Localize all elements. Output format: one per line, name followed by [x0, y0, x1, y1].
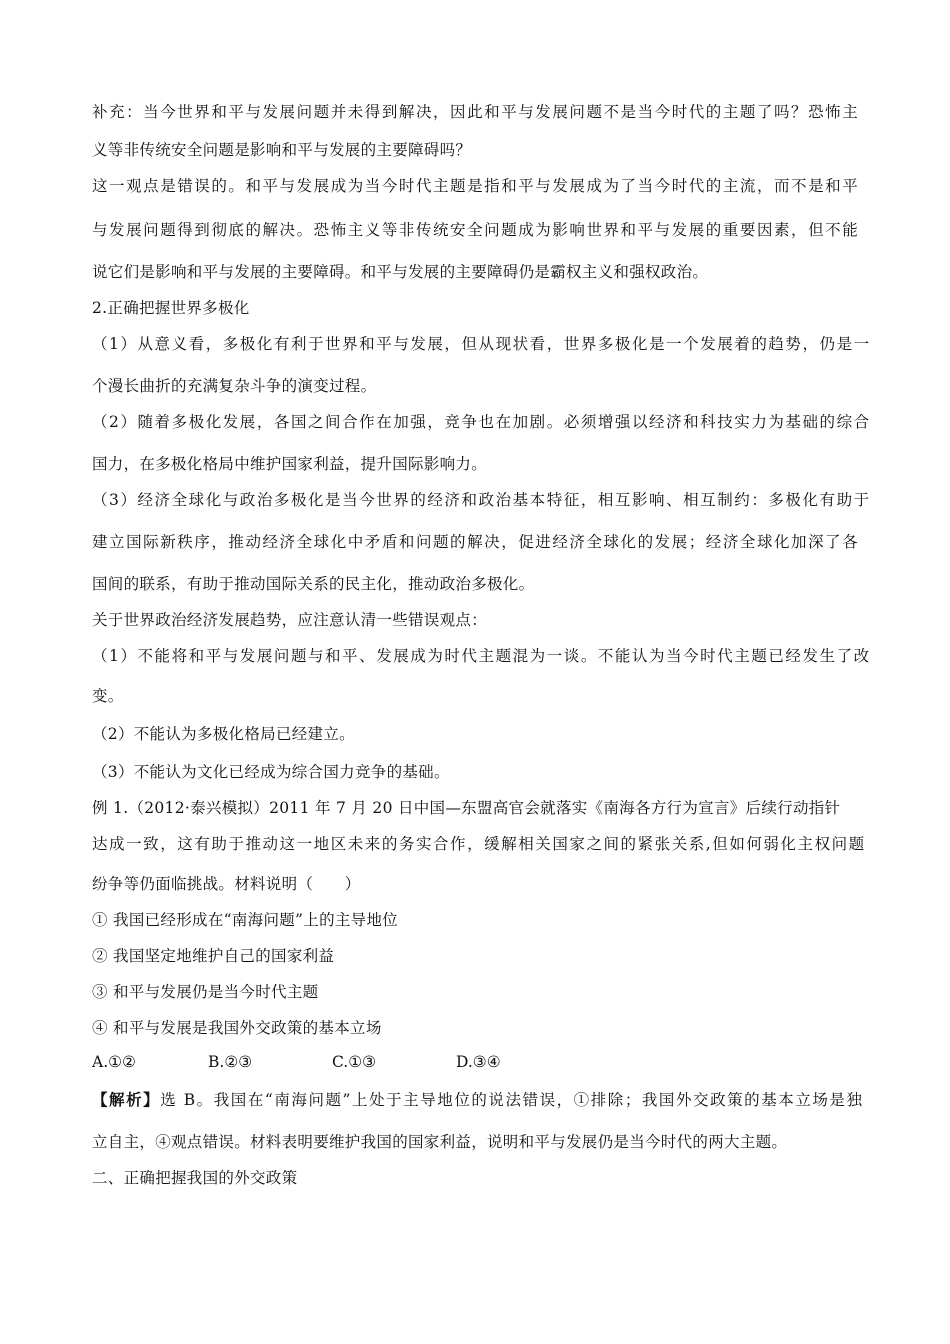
point-3-line-3: 国间的联系，有助于推动国际关系的民主化，推动政治多极化。 [92, 575, 535, 593]
misconception-1-line-1: （1）不能将和平与发展问题与和平、发展成为时代主题混为一谈。不能认为当今时代主题已经发生了改 [92, 647, 871, 665]
point-3-line-1: （3）经济全球化与政治多极化是当今世界的经济和政治基本特征，相互影响、相互制约：多极化有助于 [92, 491, 871, 509]
analysis-tag: 【解析】 [92, 1090, 161, 1109]
subheading-multipolarity: 2.正确把握世界多极化 [92, 299, 250, 317]
misconceptions-intro: 关于世界政治经济发展趋势，应注意认清一些错误观点： [92, 611, 488, 629]
analysis-text-1: 选 B。我国在“南海问题”上处于主导地位的说法错误，①排除；我国外交政策的基本立场是独 [160, 1091, 864, 1109]
misconception-1-line-2: 变。 [92, 687, 124, 705]
supplement-answer-line-2: 与发展问题得到彻底的解决。恐怖主义等非传统安全问题成为影响世界和平与发展的重要因素，但不能 [92, 221, 860, 239]
supplement-question-line-1: 补充：当今世界和平与发展问题并未得到解决，因此和平与发展问题不是当今时代的主题了吗？恐怖主 [92, 103, 860, 121]
example-question-line-3: 纷争等仍面临挑战。材料说明（ ） [92, 875, 361, 893]
analysis-line-2: 立自主，④观点错误。材料表明要维护我国的国家利益，说明和平与发展仍是当今时代的两大主题。 [92, 1133, 788, 1151]
statement-4: ④ 和平与发展是我国外交政策的基本立场 [92, 1019, 382, 1037]
section-heading: 二、正确把握我国的外交政策 [92, 1169, 298, 1187]
misconception-3: （3）不能认为文化已经成为综合国力竞争的基础。 [92, 763, 450, 781]
option-d: D.③④ [456, 1053, 501, 1071]
statement-1: ① 我国已经形成在“南海问题”上的主导地位 [92, 911, 399, 929]
statement-2: ② 我国坚定地维护自己的国家利益 [92, 947, 335, 965]
example-question-line-1: 例 1.（2012·泰兴模拟）2011 年 7 月 20 日中国—东盟高官会就落实《南海各方行为宣言》后续行动指针 [92, 799, 841, 817]
point-3-line-2: 建立国际新秩序，推动经济全球化中矛盾和问题的解决，促进经济全球化的发展；经济全球化加深了各 [92, 533, 860, 551]
point-1-line-2: 个漫长曲折的充满复杂斗争的演变过程。 [92, 377, 377, 395]
option-b: B.②③ [208, 1053, 253, 1071]
supplement-answer-line-1: 这一观点是错误的。和平与发展成为当今时代主题是指和平与发展成为了当今时代的主流，而不是和平 [92, 177, 860, 195]
supplement-answer-line-3: 说它们是影响和平与发展的主要障碍。和平与发展的主要障碍仍是霸权主义和强权政治。 [92, 263, 709, 281]
point-1-line-1: （1）从意义看，多极化有利于世界和平与发展，但从现状看，世界多极化是一个发展着的趋势，仍是一 [92, 335, 871, 353]
option-c: C.①③ [332, 1053, 377, 1071]
option-a: A.①② [92, 1053, 136, 1071]
point-2-line-2: 国力，在多极化格局中维护国家利益，提升国际影响力。 [92, 455, 488, 473]
statement-3: ③ 和平与发展仍是当今时代主题 [92, 983, 319, 1001]
misconception-2: （2）不能认为多极化格局已经建立。 [92, 725, 355, 743]
point-2-line-1: （2）随着多极化发展，各国之间合作在加强，竞争也在加剧。必须增强以经济和科技实力为基础的综合 [92, 413, 871, 431]
example-question-line-2: 达成一致，这有助于推动这一地区未来的务实合作，缓解相关国家之间的紧张关系,但如何弱化主权问题 [92, 835, 866, 853]
supplement-question-line-2: 义等非传统安全问题是影响和平与发展的主要障碍吗？ [92, 141, 472, 159]
analysis-line-1 [92, 1090, 862, 1110]
